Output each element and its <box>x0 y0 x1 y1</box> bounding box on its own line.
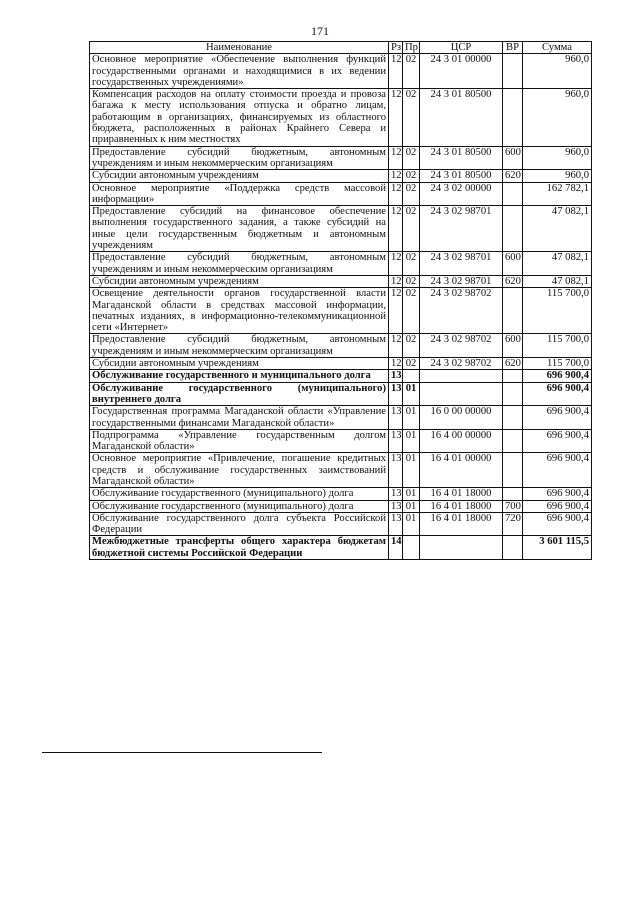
cell-sum: 960,0 <box>523 89 592 146</box>
table-row <box>90 89 592 146</box>
cell-pr: 02 <box>403 54 420 89</box>
header-pr: Пр <box>403 42 420 54</box>
table-row <box>90 182 592 206</box>
cell-rz: 14 <box>389 536 403 560</box>
table-row <box>90 275 592 287</box>
table-row <box>90 382 592 406</box>
cell-name: Обслуживание государственного (муниципального) долга <box>90 488 389 500</box>
cell-name: Предоставление субсидий на финансовое обеспечение выполнения государственного задания, а также субсидий на иные цели государственным бюджетным и автономным учреждениям <box>90 206 389 252</box>
cell-name: Основное мероприятие «Привлечение, погашение кредитных средств и обслуживание государственных заимствований Магаданской области» <box>90 453 389 488</box>
table-row <box>90 453 592 488</box>
cell-sum: 47 082,1 <box>523 206 592 252</box>
cell-vr <box>503 54 523 89</box>
cell-rz: 13 <box>389 370 403 382</box>
cell-pr: 02 <box>403 89 420 146</box>
cell-vr <box>503 536 523 560</box>
table-row <box>90 206 592 252</box>
table-row <box>90 429 592 453</box>
cell-rz: 12 <box>389 288 403 334</box>
cell-sum: 3 601 115,5 <box>523 536 592 560</box>
cell-csr: 16 4 01 18000 <box>420 500 503 512</box>
cell-pr: 02 <box>403 358 420 370</box>
cell-pr: 01 <box>403 500 420 512</box>
header-rz: Рз <box>389 42 403 54</box>
table-row <box>90 358 592 370</box>
cell-pr: 02 <box>403 252 420 276</box>
cell-vr <box>503 382 523 406</box>
cell-rz: 12 <box>389 54 403 89</box>
cell-rz: 13 <box>389 500 403 512</box>
cell-name: Государственная программа Магаданской области «Управление государственными финансами Магаданской области» <box>90 406 389 430</box>
cell-csr: 24 3 01 80500 <box>420 170 503 182</box>
cell-name: Предоставление субсидий бюджетным, автономным учреждениям и иным некоммерческим организациям <box>90 334 389 358</box>
header-vr: ВР <box>503 42 523 54</box>
header-csr: ЦСР <box>420 42 503 54</box>
cell-sum: 115 700,0 <box>523 334 592 358</box>
cell-rz: 13 <box>389 453 403 488</box>
cell-name: Основное мероприятие «Поддержка средств массовой информации» <box>90 182 389 206</box>
cell-sum: 696 900,4 <box>523 453 592 488</box>
cell-vr <box>503 406 523 430</box>
cell-rz: 12 <box>389 358 403 370</box>
cell-rz: 12 <box>389 89 403 146</box>
cell-csr: 24 3 02 98702 <box>420 334 503 358</box>
cell-name: Субсидии автономным учреждениям <box>90 358 389 370</box>
table-body <box>90 54 592 560</box>
cell-vr <box>503 182 523 206</box>
cell-vr <box>503 288 523 334</box>
cell-name: Обслуживание государственного долга субъекта Российской Федерации <box>90 512 389 536</box>
cell-csr <box>420 382 503 406</box>
budget-table <box>89 41 592 560</box>
cell-name: Подпрограмма «Управление государственным долгом Магаданской области» <box>90 429 389 453</box>
cell-csr: 24 3 02 98701 <box>420 252 503 276</box>
cell-sum: 115 700,0 <box>523 358 592 370</box>
cell-vr <box>503 488 523 500</box>
cell-pr: 01 <box>403 382 420 406</box>
cell-sum: 960,0 <box>523 146 592 170</box>
cell-csr: 24 3 01 00000 <box>420 54 503 89</box>
cell-rz: 13 <box>389 488 403 500</box>
cell-pr: 01 <box>403 453 420 488</box>
cell-name: Предоставление субсидий бюджетным, автономным учреждениям и иным некоммерческим организациям <box>90 146 389 170</box>
cell-sum: 696 900,4 <box>523 429 592 453</box>
cell-csr: 24 3 02 98702 <box>420 288 503 334</box>
cell-csr: 24 3 01 80500 <box>420 89 503 146</box>
table-row <box>90 146 592 170</box>
cell-vr: 720 <box>503 512 523 536</box>
cell-csr <box>420 370 503 382</box>
cell-sum: 696 900,4 <box>523 512 592 536</box>
cell-pr: 02 <box>403 146 420 170</box>
table-row <box>90 370 592 382</box>
cell-sum: 960,0 <box>523 54 592 89</box>
cell-vr: 600 <box>503 334 523 358</box>
table-row <box>90 512 592 536</box>
cell-rz: 12 <box>389 252 403 276</box>
cell-vr: 700 <box>503 500 523 512</box>
cell-name: Компенсация расходов на оплату стоимости проезда и провоза багажа к месту использования отпуска и обратно лицам, работающим в организациях, финансируемых из областного бюджета, расположенных в районах Крайнего Севера и приравненных к ним местностях <box>90 89 389 146</box>
cell-sum: 162 782,1 <box>523 182 592 206</box>
cell-name: Обслуживание государственного и муниципального долга <box>90 370 389 382</box>
cell-csr: 16 4 01 18000 <box>420 488 503 500</box>
cell-vr: 620 <box>503 358 523 370</box>
cell-name: Субсидии автономным учреждениям <box>90 170 389 182</box>
cell-sum: 696 900,4 <box>523 370 592 382</box>
cell-rz: 13 <box>389 512 403 536</box>
cell-vr: 620 <box>503 275 523 287</box>
cell-vr: 600 <box>503 252 523 276</box>
cell-pr: 01 <box>403 488 420 500</box>
cell-rz: 12 <box>389 146 403 170</box>
cell-name: Основное мероприятие «Обеспечение выполнения функций государственными органами и находящимися в их ведении государственных учреждениями» <box>90 54 389 89</box>
header-name: Наименование <box>90 42 389 54</box>
table-row <box>90 536 592 560</box>
cell-sum: 115 700,0 <box>523 288 592 334</box>
cell-name: Субсидии автономным учреждениям <box>90 275 389 287</box>
table-row <box>90 488 592 500</box>
cell-vr <box>503 429 523 453</box>
cell-pr: 02 <box>403 182 420 206</box>
cell-csr: 16 4 01 00000 <box>420 453 503 488</box>
table-row <box>90 252 592 276</box>
table-row <box>90 288 592 334</box>
cell-vr: 620 <box>503 170 523 182</box>
cell-sum: 696 900,4 <box>523 406 592 430</box>
cell-pr: 02 <box>403 275 420 287</box>
cell-rz: 12 <box>389 182 403 206</box>
cell-sum: 696 900,4 <box>523 382 592 406</box>
table-row <box>90 170 592 182</box>
cell-vr <box>503 370 523 382</box>
cell-sum: 696 900,4 <box>523 500 592 512</box>
cell-pr: 01 <box>403 512 420 536</box>
cell-pr <box>403 370 420 382</box>
cell-csr: 24 3 02 98702 <box>420 358 503 370</box>
cell-csr: 16 4 01 18000 <box>420 512 503 536</box>
cell-vr <box>503 206 523 252</box>
cell-rz: 12 <box>389 206 403 252</box>
cell-name: Освещение деятельности органов государственной власти Магаданской области в средствах массовой информации, печатных изданиях, в информационно-телекоммуникационной сети «Интернет» <box>90 288 389 334</box>
cell-vr: 600 <box>503 146 523 170</box>
cell-csr: 24 3 01 80500 <box>420 146 503 170</box>
cell-rz: 13 <box>389 429 403 453</box>
table-row <box>90 500 592 512</box>
cell-sum: 47 082,1 <box>523 275 592 287</box>
table-row <box>90 334 592 358</box>
table-row <box>90 406 592 430</box>
table-header-row <box>90 42 592 54</box>
cell-csr <box>420 536 503 560</box>
cell-name: Обслуживание государственного (муниципального) долга <box>90 500 389 512</box>
cell-pr: 02 <box>403 170 420 182</box>
table-row <box>90 54 592 89</box>
cell-pr: 02 <box>403 206 420 252</box>
cell-pr: 02 <box>403 334 420 358</box>
cell-csr: 16 4 00 00000 <box>420 429 503 453</box>
footer-rule <box>42 752 322 753</box>
cell-name: Обслуживание государственного (муниципального) внутреннего долга <box>90 382 389 406</box>
cell-vr <box>503 453 523 488</box>
cell-name: Межбюджетные трансферты общего характера бюджетам бюджетной системы Российской Федерации <box>90 536 389 560</box>
cell-pr: 01 <box>403 406 420 430</box>
cell-csr: 16 0 00 00000 <box>420 406 503 430</box>
cell-sum: 696 900,4 <box>523 488 592 500</box>
cell-rz: 13 <box>389 382 403 406</box>
cell-sum: 47 082,1 <box>523 252 592 276</box>
cell-vr <box>503 89 523 146</box>
cell-pr: 01 <box>403 429 420 453</box>
cell-csr: 24 3 02 00000 <box>420 182 503 206</box>
cell-csr: 24 3 02 98701 <box>420 275 503 287</box>
cell-rz: 12 <box>389 275 403 287</box>
cell-rz: 13 <box>389 406 403 430</box>
page-number: 171 <box>311 24 329 38</box>
cell-pr <box>403 536 420 560</box>
cell-name: Предоставление субсидий бюджетным, автономным учреждениям и иным некоммерческим организациям <box>90 252 389 276</box>
cell-csr: 24 3 02 98701 <box>420 206 503 252</box>
cell-sum: 960,0 <box>523 170 592 182</box>
cell-rz: 12 <box>389 334 403 358</box>
header-sum: Сумма <box>523 42 592 54</box>
cell-rz: 12 <box>389 170 403 182</box>
cell-pr: 02 <box>403 288 420 334</box>
